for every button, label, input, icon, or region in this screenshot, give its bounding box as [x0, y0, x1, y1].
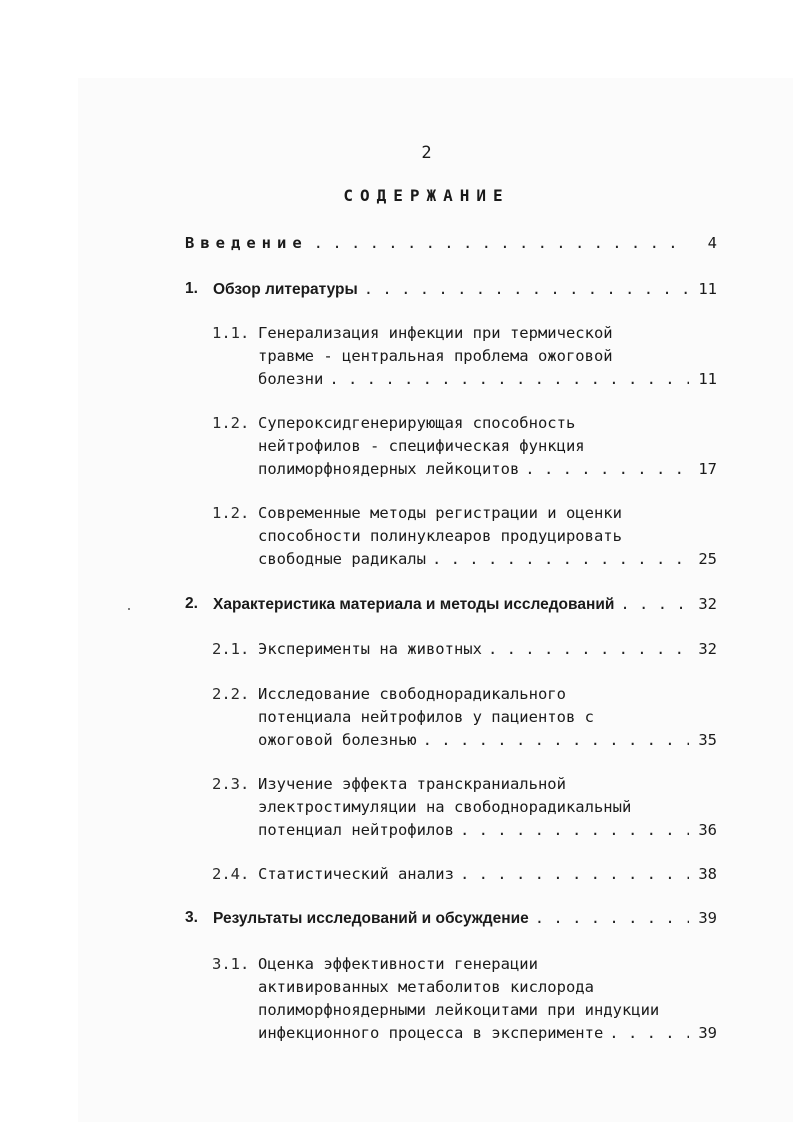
subsection-number: 1.2. [212, 504, 250, 522]
toc-entry-text: болезни [258, 370, 324, 388]
toc-page-number: 4 [707, 234, 717, 252]
leader-dots [488, 637, 689, 661]
section-number: 1. [185, 280, 198, 297]
toc-entry-text: ожоговой болезнью [258, 731, 417, 749]
toc-entry-line: Супероксидгенерирующая способность [258, 414, 576, 432]
toc-entry-text: свободные радикалы [258, 550, 426, 568]
leader-dots [609, 1021, 689, 1045]
toc-entry-2-3[interactable] [258, 818, 717, 842]
leader-dots [432, 547, 689, 571]
toc-page-number: 36 [698, 821, 717, 839]
toc-entry-2-4[interactable] [258, 862, 717, 886]
leader-dots [314, 231, 689, 255]
page-number: 2 [421, 143, 432, 163]
scan-speck [128, 608, 130, 610]
leader-dots [525, 457, 689, 481]
toc-entry-line: активированных метаболитов кислорода [258, 978, 594, 996]
toc-entry-3-1[interactable] [258, 1021, 717, 1045]
toc-page-number: 39 [698, 909, 717, 927]
leader-dots [423, 728, 689, 752]
leader-dots [620, 592, 689, 616]
toc-entry-text: инфекционного процесса в эксперименте [258, 1024, 604, 1042]
leader-dots [329, 367, 689, 391]
toc-entry-text: Статистический анализ [258, 865, 454, 883]
toc-entry-text: потенциал нейтрофилов [258, 821, 454, 839]
toc-page-number: 17 [698, 460, 717, 478]
toc-page-number: 38 [698, 865, 717, 883]
toc-entry-line: электростимуляции на свободнорадикальный [258, 798, 632, 816]
toc-entry-introduction[interactable] [185, 231, 717, 255]
toc-entry-section-1[interactable] [213, 277, 717, 301]
leader-dots [460, 862, 689, 886]
toc-entry-section-2[interactable] [213, 592, 717, 616]
toc-entry-line: полиморфноядерными лейкоцитами при индукции [258, 1001, 660, 1019]
toc-entry-line: потенциала нейтрофилов у пациентов с [258, 708, 594, 726]
toc-entry-text: Результаты исследований и обсуждение [213, 910, 529, 927]
toc-entry-text: Характеристика материала и методы исследований [213, 596, 615, 613]
toc-entry-line: нейтрофилов - специфическая функция [258, 437, 585, 455]
leader-dots [460, 818, 689, 842]
toc-page-number: 11 [698, 280, 717, 298]
section-number: 3. [185, 909, 198, 926]
toc-entry-2-1[interactable] [258, 637, 717, 661]
toc-title: СОДЕРЖАНИЕ [343, 186, 510, 205]
toc-entry-1-3[interactable] [258, 547, 717, 571]
subsection-number: 1.1. [212, 324, 250, 342]
toc-entry-text: Введение [185, 234, 308, 252]
toc-entry-2-2[interactable] [258, 728, 717, 752]
toc-page-number: 39 [698, 1024, 717, 1042]
toc-entry-line: Современные методы регистрации и оценки [258, 504, 622, 522]
toc-entry-section-3[interactable] [213, 906, 717, 930]
subsection-number: 1.2. [212, 414, 250, 432]
toc-entry-line: Исследование свободнорадикального [258, 685, 566, 703]
subsection-number: 2.1. [212, 640, 250, 658]
toc-entry-line: травме - центральная проблема ожоговой [258, 347, 613, 365]
toc-entry-1-2[interactable] [258, 457, 717, 481]
toc-entry-text: Обзор литературы [213, 281, 358, 298]
toc-page-number: 25 [698, 550, 717, 568]
toc-entry-line: Изучение эффекта транскраниальной [258, 775, 566, 793]
subsection-number: 2.4. [212, 865, 250, 883]
leader-dots [535, 906, 689, 930]
toc-entry-line: Оценка эффективности генерации [258, 955, 538, 973]
subsection-number: 3.1. [212, 955, 250, 973]
subsection-number: 2.3. [212, 775, 250, 793]
toc-entry-line: Генерализация инфекции при термической [258, 324, 613, 342]
section-number: 2. [185, 595, 198, 612]
toc-entry-text: полиморфноядерных лейкоцитов [258, 460, 520, 478]
toc-page-number: 11 [698, 370, 717, 388]
toc-page-number: 32 [698, 595, 717, 613]
toc-page-number: 35 [698, 731, 717, 749]
toc-entry-line: способности полинуклеаров продуцировать [258, 527, 622, 545]
toc-page-number: 32 [698, 640, 717, 658]
leader-dots [364, 277, 689, 301]
toc-entry-1-1[interactable] [258, 367, 717, 391]
toc-entry-text: Эксперименты на животных [258, 640, 482, 658]
subsection-number: 2.2. [212, 685, 250, 703]
